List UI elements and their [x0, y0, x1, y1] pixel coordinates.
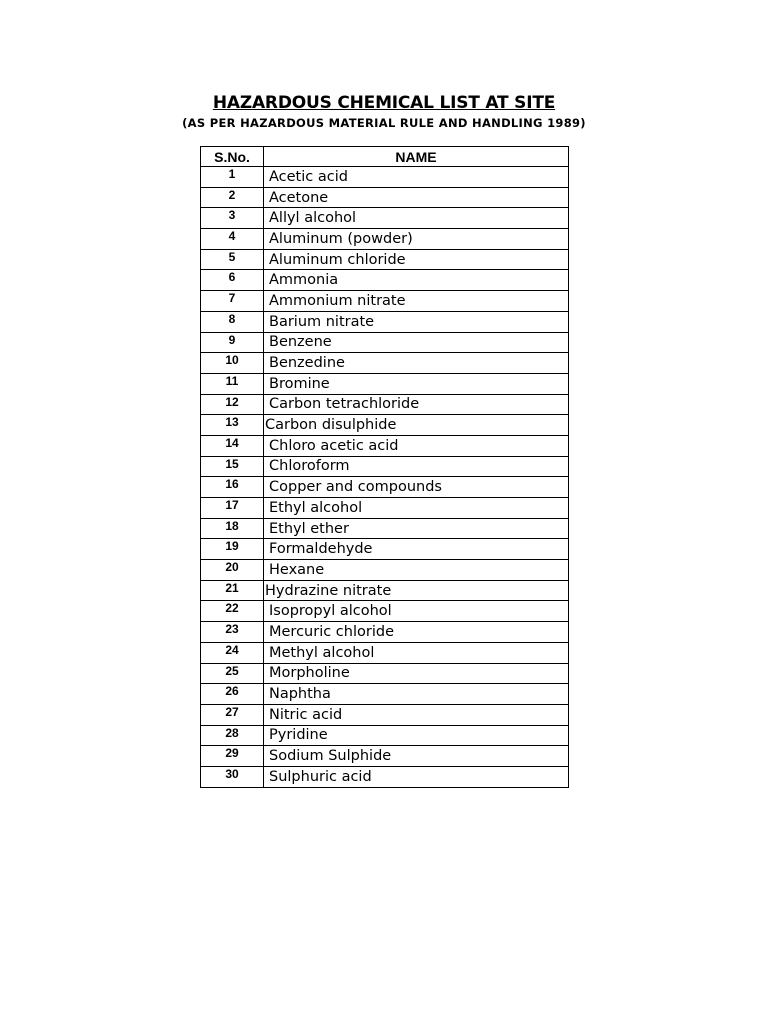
row-sno: 9 [201, 332, 264, 353]
row-chemical-name: Chloroform [264, 456, 569, 477]
row-chemical-name: Hydrazine nitrate [264, 580, 569, 601]
row-chemical-name: Nitric acid [264, 704, 569, 725]
row-sno: 7 [201, 291, 264, 312]
column-header-name: NAME [264, 147, 569, 167]
row-chemical-name: Aluminum chloride [264, 249, 569, 270]
row-sno: 18 [201, 518, 264, 539]
chemical-table [200, 146, 569, 788]
row-sno: 23 [201, 622, 264, 643]
row-chemical-name: Copper and compounds [264, 477, 569, 498]
row-sno: 19 [201, 539, 264, 560]
table-row [201, 560, 569, 581]
table-row [201, 456, 569, 477]
row-chemical-name: Isopropyl alcohol [264, 601, 569, 622]
row-chemical-name: Methyl alcohol [264, 642, 569, 663]
row-sno: 8 [201, 311, 264, 332]
row-chemical-name: Mercuric chloride [264, 622, 569, 643]
row-sno: 14 [201, 435, 264, 456]
row-chemical-name: Benzene [264, 332, 569, 353]
table-row [201, 684, 569, 705]
table-row [201, 746, 569, 767]
row-chemical-name: Naphtha [264, 684, 569, 705]
table-row [201, 477, 569, 498]
row-chemical-name: Morpholine [264, 663, 569, 684]
table-row [201, 229, 569, 250]
table-row [201, 642, 569, 663]
row-sno: 28 [201, 725, 264, 746]
row-chemical-name: Carbon disulphide [264, 415, 569, 436]
table-row [201, 332, 569, 353]
row-sno: 2 [201, 187, 264, 208]
table-row [201, 415, 569, 436]
row-sno: 1 [201, 167, 264, 188]
row-sno: 10 [201, 353, 264, 374]
row-sno: 26 [201, 684, 264, 705]
table-row [201, 725, 569, 746]
table-row [201, 580, 569, 601]
table-row [201, 498, 569, 519]
table-row [201, 704, 569, 725]
row-chemical-name: Hexane [264, 560, 569, 581]
table-row [201, 622, 569, 643]
table-row [201, 353, 569, 374]
row-chemical-name: Ammonium nitrate [264, 291, 569, 312]
row-sno: 13 [201, 415, 264, 436]
row-sno: 25 [201, 663, 264, 684]
table-row [201, 291, 569, 312]
row-chemical-name: Allyl alcohol [264, 208, 569, 229]
table-row [201, 311, 569, 332]
row-chemical-name: Ammonia [264, 270, 569, 291]
row-sno: 21 [201, 580, 264, 601]
row-sno: 15 [201, 456, 264, 477]
row-sno: 17 [201, 498, 264, 519]
row-sno: 5 [201, 249, 264, 270]
row-sno: 22 [201, 601, 264, 622]
row-sno: 24 [201, 642, 264, 663]
row-sno: 3 [201, 208, 264, 229]
row-sno: 16 [201, 477, 264, 498]
row-chemical-name: Pyridine [264, 725, 569, 746]
page-subtitle: (AS PER HAZARDOUS MATERIAL RULE AND HANDLING 1989) [182, 116, 586, 130]
row-sno: 30 [201, 766, 264, 787]
table-row [201, 270, 569, 291]
row-chemical-name: Sulphuric acid [264, 766, 569, 787]
table-row [201, 208, 569, 229]
table-row [201, 394, 569, 415]
row-sno: 6 [201, 270, 264, 291]
table-row [201, 518, 569, 539]
row-chemical-name: Ethyl ether [264, 518, 569, 539]
row-chemical-name: Ethyl alcohol [264, 498, 569, 519]
row-chemical-name: Bromine [264, 373, 569, 394]
table-row [201, 601, 569, 622]
page-title: HAZARDOUS CHEMICAL LIST AT SITE [212, 93, 556, 113]
table-row [201, 435, 569, 456]
column-header-sno: S.No. [201, 147, 264, 167]
table-body [201, 167, 569, 788]
row-chemical-name: Sodium Sulphide [264, 746, 569, 767]
table-row [201, 766, 569, 787]
row-sno: 27 [201, 704, 264, 725]
table-row [201, 539, 569, 560]
table-header-row [201, 147, 569, 167]
table-row [201, 187, 569, 208]
row-chemical-name: Carbon tetrachloride [264, 394, 569, 415]
row-chemical-name: Acetone [264, 187, 569, 208]
row-chemical-name: Barium nitrate [264, 311, 569, 332]
row-chemical-name: Aluminum (powder) [264, 229, 569, 250]
row-chemical-name: Acetic acid [264, 167, 569, 188]
row-sno: 11 [201, 373, 264, 394]
table-row [201, 167, 569, 188]
row-chemical-name: Chloro acetic acid [264, 435, 569, 456]
row-sno: 20 [201, 560, 264, 581]
table-row [201, 373, 569, 394]
table-row [201, 249, 569, 270]
row-sno: 29 [201, 746, 264, 767]
row-sno: 12 [201, 394, 264, 415]
row-sno: 4 [201, 229, 264, 250]
table-row [201, 663, 569, 684]
row-chemical-name: Benzedine [264, 353, 569, 374]
row-chemical-name: Formaldehyde [264, 539, 569, 560]
